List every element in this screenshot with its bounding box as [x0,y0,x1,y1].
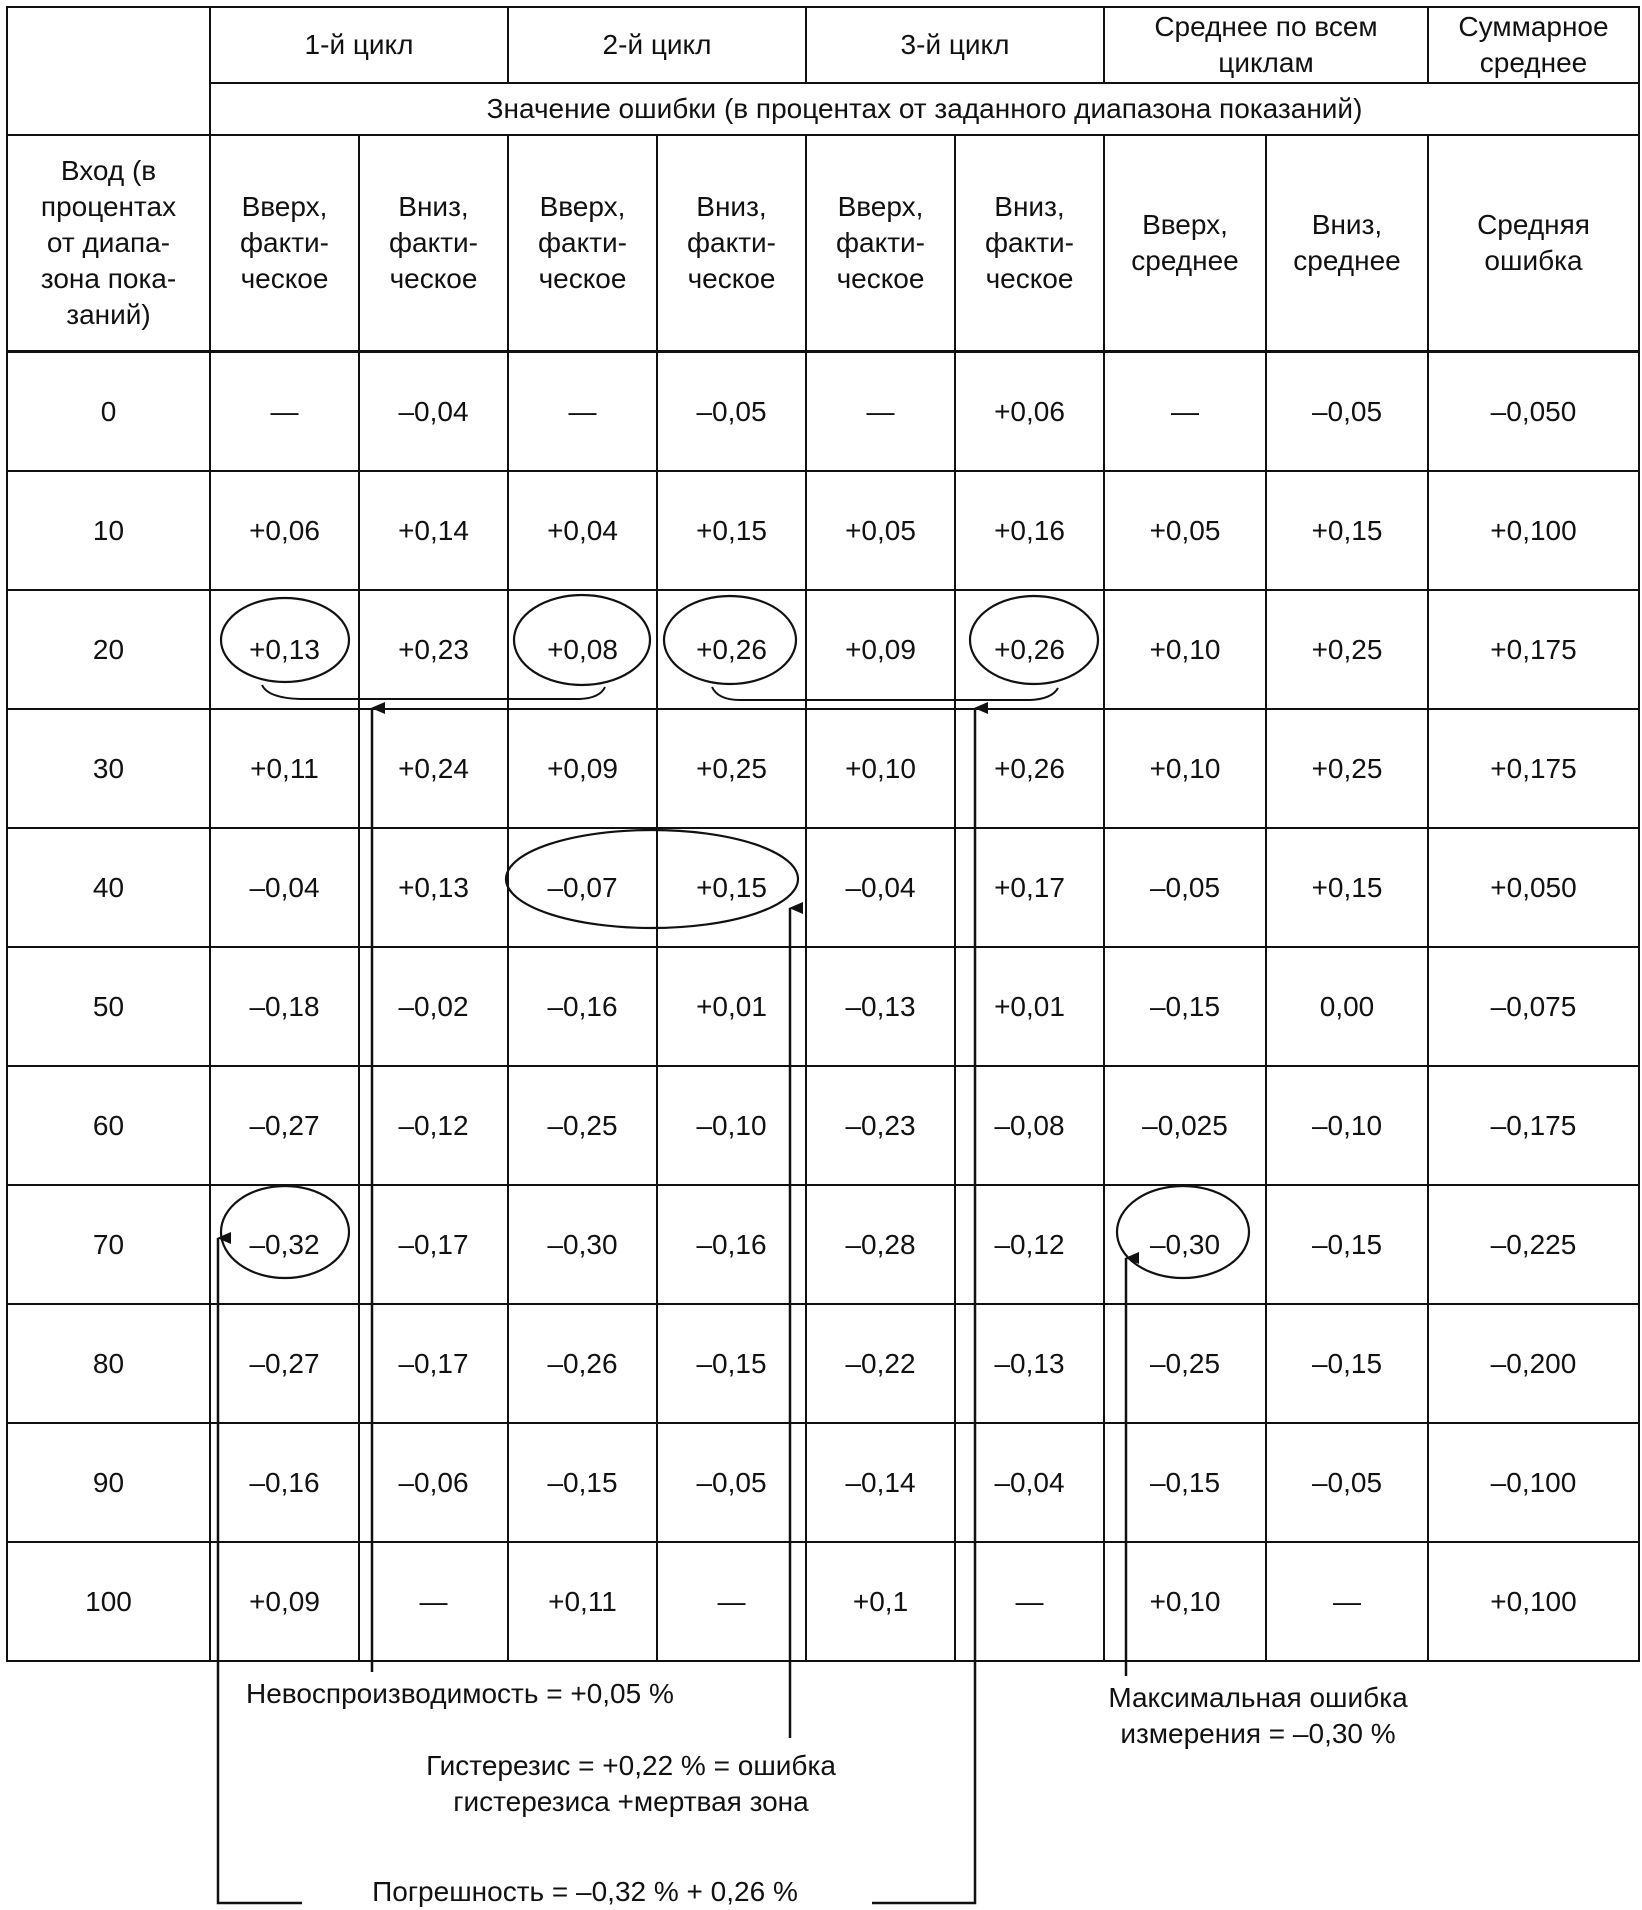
cell-input: 50 [7,947,210,1066]
cell-c3-up: –0,23 [806,1066,955,1185]
cell-c1-up: +0,13 [210,590,359,709]
cell-avg-up: +0,10 [1104,590,1266,709]
cell-c2-down: +0,01 [657,947,806,1066]
cell-avg-down: –0,15 [1266,1185,1428,1304]
header-error-caption: Значение ошибки (в процентах от заданного диапазона показаний) [210,83,1639,135]
cell-total: +0,100 [1428,1542,1639,1661]
note-non-reproducibility: Невоспроизводимость = +0,05 % [246,1678,674,1709]
cell-c2-down: –0,15 [657,1304,806,1423]
table-row [7,1423,1639,1542]
cell-c1-up: +0,06 [210,471,359,590]
cell-c3-down: +0,16 [955,471,1104,590]
cell-c1-up: –0,04 [210,828,359,947]
cell-avg-up: –0,30 [1104,1185,1266,1304]
cell-c3-up: –0,04 [806,828,955,947]
cell-c3-down: –0,12 [955,1185,1104,1304]
table-row [7,1304,1639,1423]
cell-c3-up: –0,28 [806,1185,955,1304]
note-max-error: Максимальная ошибка измерения = –0,30 % [1108,1682,1408,1749]
cell-c1-down: +0,24 [359,709,508,828]
cell-c3-up: –0,13 [806,947,955,1066]
table-row [7,709,1639,828]
cell-total: –0,050 [1428,352,1639,472]
cell-avg-down: –0,15 [1266,1304,1428,1423]
cell-c3-up: –0,22 [806,1304,955,1423]
header-down-avg: Вниз, среднее [1266,135,1428,352]
cell-c3-up: +0,09 [806,590,955,709]
cell-c3-up: –0,14 [806,1423,955,1542]
cell-total: +0,175 [1428,590,1639,709]
cell-c2-down: +0,25 [657,709,806,828]
cell-c3-down: –0,13 [955,1304,1104,1423]
cell-c2-up: +0,11 [508,1542,657,1661]
cell-c2-up: –0,26 [508,1304,657,1423]
table-row [7,1066,1639,1185]
cell-c1-down: –0,17 [359,1185,508,1304]
cell-c1-down: +0,14 [359,471,508,590]
cell-avg-up: –0,025 [1104,1066,1266,1185]
cell-total: +0,175 [1428,709,1639,828]
cell-avg-down: –0,05 [1266,352,1428,472]
note-inaccuracy: Погрешность = –0,32 % + 0,26 % [372,1876,798,1907]
cell-avg-down: 0,00 [1266,947,1428,1066]
cell-avg-up: –0,25 [1104,1304,1266,1423]
cell-c3-down: –0,04 [955,1423,1104,1542]
cell-total: –0,200 [1428,1304,1639,1423]
cell-c3-up: +0,1 [806,1542,955,1661]
header-avg-all-cycles: Среднее по всем циклам [1104,7,1428,83]
cell-input: 20 [7,590,210,709]
cell-total: +0,100 [1428,471,1639,590]
cell-avg-down: +0,15 [1266,471,1428,590]
cell-c3-down: — [955,1542,1104,1661]
cell-total: –0,225 [1428,1185,1639,1304]
cell-c2-down: –0,10 [657,1066,806,1185]
cell-input: 80 [7,1304,210,1423]
header-c3-down-actual: Вниз, факти- ческое [955,135,1104,352]
header-total-avg: Суммарное среднее [1428,7,1639,83]
cell-c2-up: +0,08 [508,590,657,709]
cell-c1-down: — [359,1542,508,1661]
cell-avg-up: +0,10 [1104,709,1266,828]
cell-c2-down: –0,05 [657,1423,806,1542]
header-up-avg: Вверх, среднее [1104,135,1266,352]
cell-c2-up: –0,16 [508,947,657,1066]
cell-c1-down: +0,13 [359,828,508,947]
cell-avg-down: +0,25 [1266,709,1428,828]
cell-total: –0,075 [1428,947,1639,1066]
cell-input: 100 [7,1542,210,1661]
header-c1-down-actual: Вниз, факти- ческое [359,135,508,352]
cell-c1-up: –0,16 [210,1423,359,1542]
cell-c2-up: –0,07 [508,828,657,947]
cell-avg-down: –0,10 [1266,1066,1428,1185]
cell-c1-down: –0,04 [359,352,508,472]
cell-c1-up: –0,18 [210,947,359,1066]
cell-c3-up: +0,05 [806,471,955,590]
cell-c1-down: –0,06 [359,1423,508,1542]
table-body [7,352,1639,1662]
cell-c2-up: –0,30 [508,1185,657,1304]
cell-avg-up: –0,15 [1104,1423,1266,1542]
header-cycle-2: 2-й цикл [508,7,806,83]
cell-c3-down: +0,26 [955,590,1104,709]
table-row [7,352,1639,472]
cell-input: 40 [7,828,210,947]
cell-avg-up: — [1104,352,1266,472]
cell-avg-up: –0,15 [1104,947,1266,1066]
cell-c3-up: +0,10 [806,709,955,828]
header-input-column: Вход (в процентах от диапа- зона пока- заний) [7,135,210,352]
cell-total: –0,175 [1428,1066,1639,1185]
cell-c2-down: –0,16 [657,1185,806,1304]
cell-c3-down: –0,08 [955,1066,1104,1185]
cell-c1-down: +0,23 [359,590,508,709]
header-c2-down-actual: Вниз, факти- ческое [657,135,806,352]
cell-c2-up: –0,15 [508,1423,657,1542]
header-c3-up-actual: Вверх, факти- ческое [806,135,955,352]
header-c1-up-actual: Вверх, факти- ческое [210,135,359,352]
cell-c3-down: +0,17 [955,828,1104,947]
error-table [6,6,1640,1662]
cell-c2-down: +0,15 [657,471,806,590]
cell-total: –0,100 [1428,1423,1639,1542]
cell-c2-up: –0,25 [508,1066,657,1185]
cell-c2-down: — [657,1542,806,1661]
cell-c1-up: — [210,352,359,472]
note-hysteresis: Гистерезис = +0,22 % = ошибка гистерезиса +мертвая зона [426,1750,836,1817]
cell-c1-down: –0,17 [359,1304,508,1423]
table-row [7,947,1639,1066]
header-cycle-1: 1-й цикл [210,7,508,83]
cell-c2-down: –0,05 [657,352,806,472]
cell-avg-down: +0,25 [1266,590,1428,709]
table-row [7,1542,1639,1661]
cell-avg-up: +0,05 [1104,471,1266,590]
cell-avg-up: –0,05 [1104,828,1266,947]
cell-c2-up: — [508,352,657,472]
cell-c3-down: +0,26 [955,709,1104,828]
cell-c3-down: +0,01 [955,947,1104,1066]
table-row [7,471,1639,590]
cell-input: 90 [7,1423,210,1542]
header-blank-cell [7,7,210,135]
header-mean-error: Средняя ошибка [1428,135,1639,352]
header-cycle-3: 3-й цикл [806,7,1104,83]
cell-c3-up: — [806,352,955,472]
cell-c1-down: –0,02 [359,947,508,1066]
header-c2-up-actual: Вверх, факти- ческое [508,135,657,352]
cell-avg-down: –0,05 [1266,1423,1428,1542]
table-row [7,590,1639,709]
cell-avg-up: +0,10 [1104,1542,1266,1661]
table-row [7,828,1639,947]
cell-input: 10 [7,471,210,590]
table-row [7,1185,1639,1304]
table-header [7,7,1639,352]
cell-c1-up: –0,32 [210,1185,359,1304]
cell-c1-up: +0,09 [210,1542,359,1661]
cell-c2-up: +0,04 [508,471,657,590]
cell-input: 70 [7,1185,210,1304]
cell-total: +0,050 [1428,828,1639,947]
cell-c1-up: –0,27 [210,1066,359,1185]
cell-avg-down: +0,15 [1266,828,1428,947]
cell-c2-down: +0,15 [657,828,806,947]
cell-c2-down: +0,26 [657,590,806,709]
cell-c1-down: –0,12 [359,1066,508,1185]
cell-c3-down: +0,06 [955,352,1104,472]
cell-avg-down: — [1266,1542,1428,1661]
cell-input: 60 [7,1066,210,1185]
cell-input: 0 [7,352,210,472]
cell-input: 30 [7,709,210,828]
cell-c1-up: +0,11 [210,709,359,828]
cell-c2-up: +0,09 [508,709,657,828]
cell-c1-up: –0,27 [210,1304,359,1423]
